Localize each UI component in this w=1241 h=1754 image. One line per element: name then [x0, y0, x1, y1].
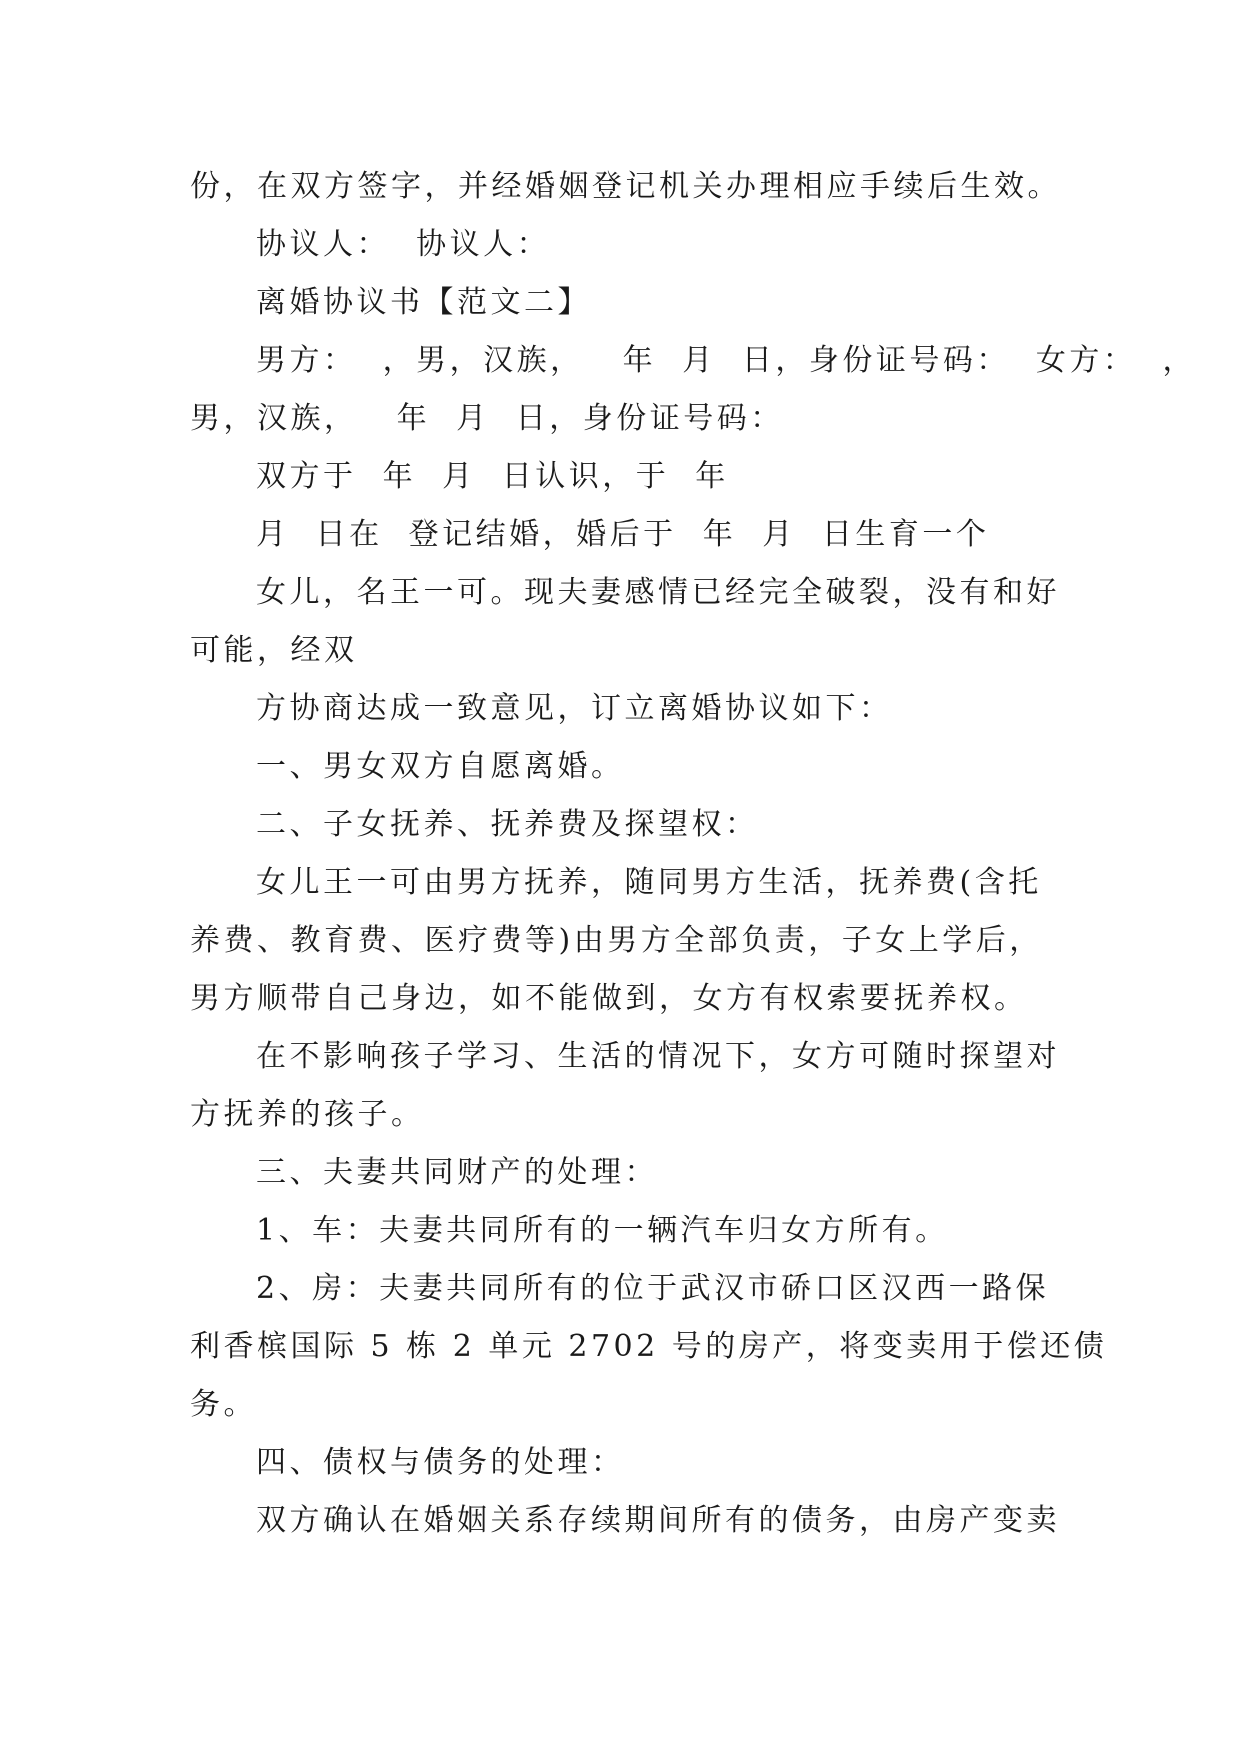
text-line: 可能，经双 — [190, 633, 358, 668]
text-line: 务。 — [190, 1387, 257, 1422]
text-line: 方抚养的孩子。 — [190, 1097, 425, 1132]
clause-heading: 三、夫妻共同财产的处理： — [256, 1155, 658, 1190]
text-line: 男方： ，男，汉族， 年 月 日，身份证号码： 女方： ， — [256, 343, 1196, 378]
text-line: 月 日在 登记结婚，婚后于 年 月 日生育一个 — [256, 517, 990, 552]
document-body — [190, 158, 1196, 1550]
clause-heading: 一、男女双方自愿离婚。 — [256, 749, 625, 784]
text-line: 男，汉族， 年 月 日，身份证号码： — [190, 401, 784, 436]
text-line: 男方顺带自己身边，如不能做到，女方有权索要抚养权。 — [190, 981, 1028, 1016]
text-line: 在不影响孩子学习、生活的情况下，女方可随时探望对 — [256, 1039, 1060, 1074]
text-line: 份，在双方签字，并经婚姻登记机关办理相应手续后生效。 — [190, 169, 1061, 204]
text-line: 利香槟国际 5 栋 2 单元 2702 号的房产，将变卖用于偿还债 — [190, 1329, 1108, 1364]
text-line: 女儿王一可由男方抚养，随同男方生活，抚养费(含托 — [256, 865, 1042, 900]
clause-heading: 二、子女抚养、抚养费及探望权： — [256, 807, 759, 842]
text-line: 协议人： 协议人： — [256, 227, 551, 262]
text-line: 女儿，名王一可。现夫妻感情已经完全破裂，没有和好 — [256, 575, 1060, 610]
text-line: 双方确认在婚姻关系存续期间所有的债务，由房产变卖 — [256, 1503, 1060, 1538]
text-line: 双方于 年 月 日认识，于 年 — [256, 459, 729, 494]
text-line: 方协商达成一致意见，订立离婚协议如下： — [256, 691, 893, 726]
text-line: 2、房：夫妻共同所有的位于武汉市硚口区汉西一路保 — [256, 1271, 1050, 1306]
text-line: 1、车：夫妻共同所有的一辆汽车归女方所有。 — [256, 1213, 949, 1248]
section-heading: 离婚协议书【范文二】 — [256, 285, 591, 320]
clause-heading: 四、债权与债务的处理： — [256, 1445, 625, 1480]
text-line: 养费、教育费、医疗费等)由男方全部负责，子女上学后， — [190, 923, 1043, 958]
